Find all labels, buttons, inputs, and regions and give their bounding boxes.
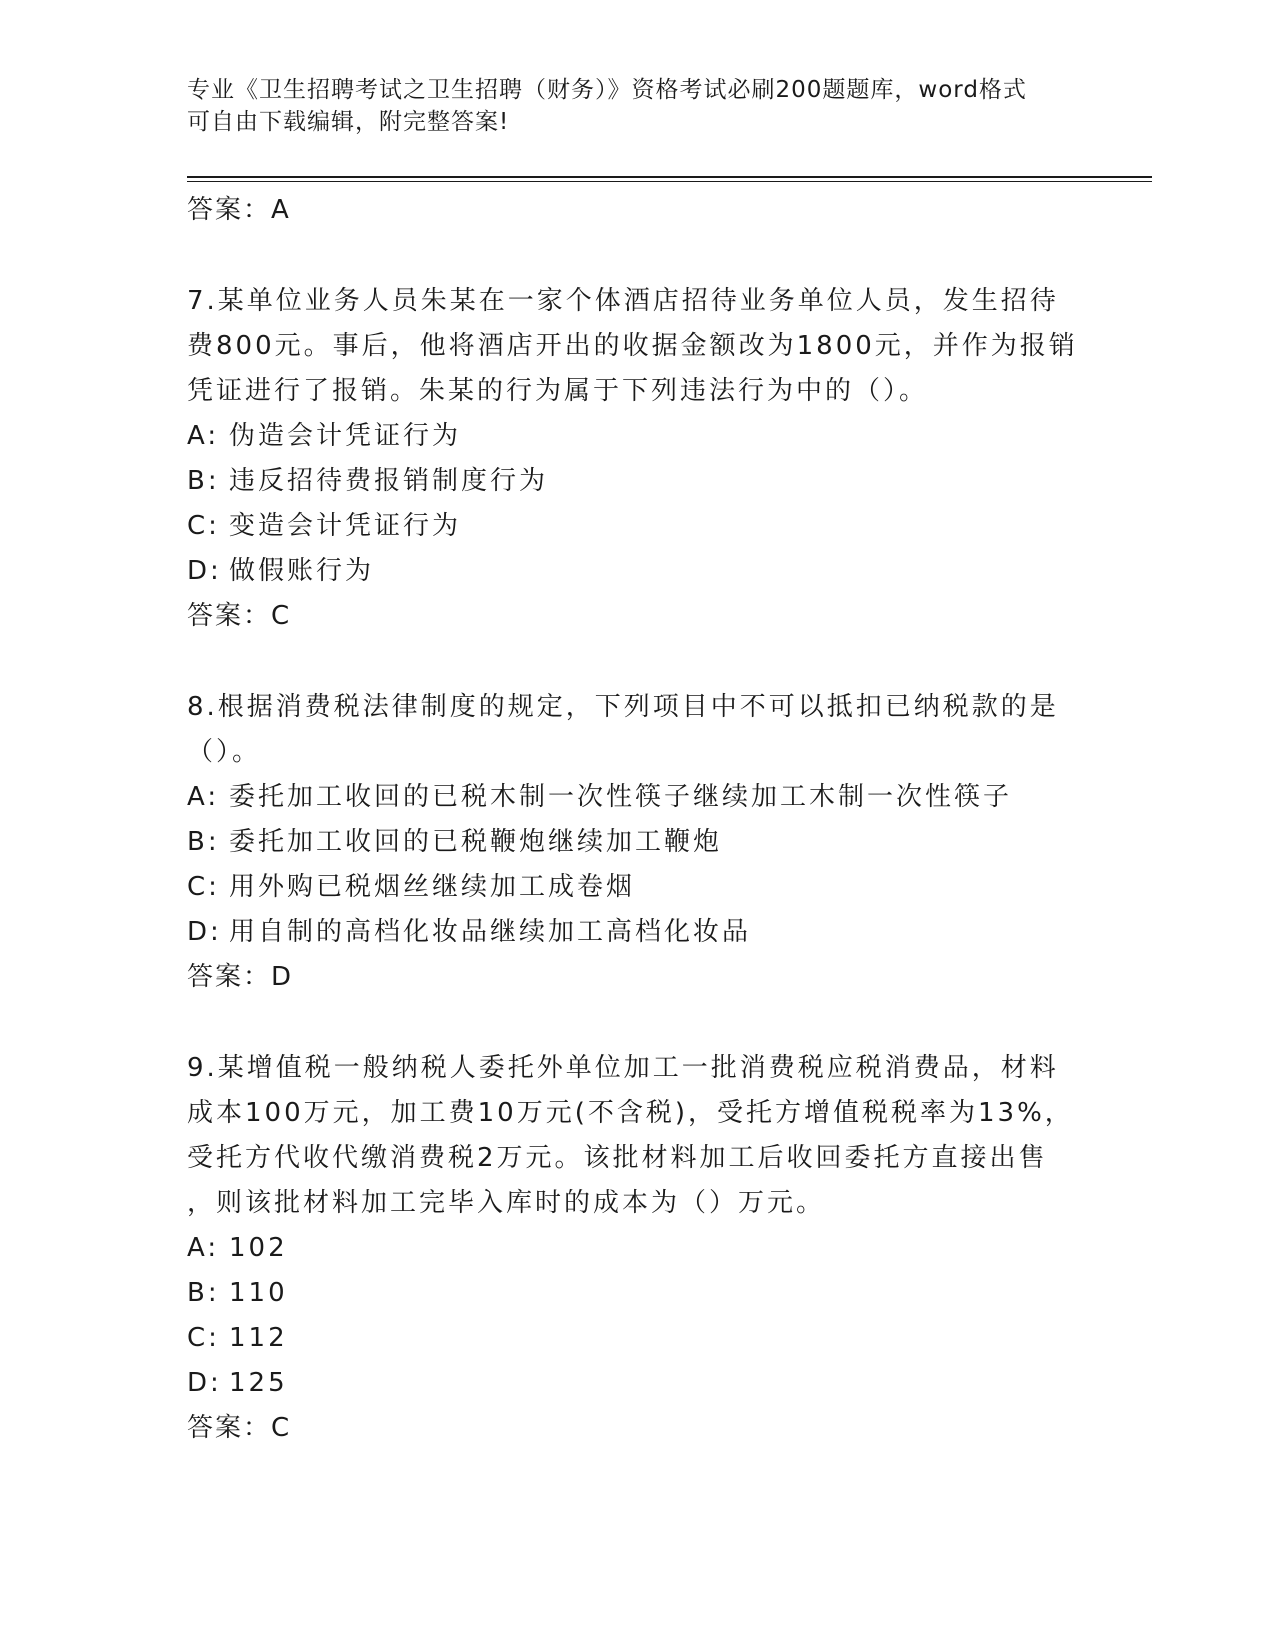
question-text-line: 成本100万元，加工费10万元(不含税)，受托方增值税税率为13%， (187, 1098, 1074, 1128)
option-text: 委托加工收回的已税鞭炮继续加工鞭炮 (229, 827, 723, 857)
question-8 (187, 685, 1087, 1000)
option-label: B: (187, 1278, 220, 1308)
question-9 (187, 1046, 1087, 1451)
option-label: D: (187, 1368, 222, 1398)
header-rule-thick (187, 176, 1152, 178)
option-label: C: (187, 1323, 220, 1353)
option-label: A: (187, 782, 220, 812)
answer-key: 答案：D (187, 962, 294, 992)
spacer (187, 1000, 1087, 1046)
option-d (187, 910, 1087, 955)
option-text: 委托加工收回的已税木制一次性筷子继续加工木制一次性筷子 (229, 782, 1013, 812)
option-text: 102 (229, 1233, 288, 1263)
option-text: 用自制的高档化妆品继续加工高档化妆品 (229, 917, 752, 947)
option-label: A: (187, 421, 220, 451)
option-a (187, 414, 1087, 459)
option-label: B: (187, 466, 220, 496)
option-a (187, 1226, 1087, 1271)
option-text: 变造会计凭证行为 (229, 511, 462, 541)
question-text-line: 8.根据消费税法律制度的规定，下列项目中不可以抵扣已纳税款的是 (187, 692, 1059, 722)
spacer (187, 233, 1087, 279)
header-rule-thin (187, 181, 1152, 182)
option-text: 违反招待费报销制度行为 (229, 466, 549, 496)
option-label: B: (187, 827, 220, 857)
question-text-line: 9.某增值税一般纳税人委托外单位加工一批消费税应税消费品，材料 (187, 1053, 1059, 1083)
option-text: 伪造会计凭证行为 (229, 421, 462, 451)
option-d (187, 1361, 1087, 1406)
header-title-line-2: 可自由下载编辑，附完整答案! (187, 109, 510, 135)
option-b (187, 459, 1087, 504)
option-c (187, 865, 1087, 910)
document-header (187, 74, 1087, 138)
question-text-line: 费800元。事后，他将酒店开出的收据金额改为1800元，并作为报销 (187, 331, 1078, 361)
option-label: D: (187, 556, 222, 586)
option-label: C: (187, 511, 220, 541)
question-text-line: 7.某单位业务人员朱某在一家个体酒店招待业务单位人员，发生招待 (187, 286, 1059, 316)
option-label: A: (187, 1233, 220, 1263)
option-text: 做假账行为 (229, 556, 375, 586)
header-title-line-1: 专业《卫生招聘考试之卫生招聘（财务）》资格考试必刷200题题库，word格式 (187, 77, 1027, 103)
option-text: 125 (229, 1368, 288, 1398)
question-text-line: （）。 (187, 737, 262, 767)
answer-key: 答案：C (187, 601, 292, 631)
option-text: 用外购已税烟丝继续加工成卷烟 (229, 872, 636, 902)
question-text-line: 凭证进行了报销。朱某的行为属于下列违法行为中的（）。 (187, 376, 929, 406)
option-a (187, 775, 1087, 820)
question-text-line: 受托方代收代缴消费税2万元。该批材料加工后收回委托方直接出售 (187, 1143, 1048, 1173)
option-label: C: (187, 872, 220, 902)
option-text: 112 (229, 1323, 288, 1353)
option-label: D: (187, 917, 222, 947)
question-text-line: ，则该批材料加工完毕入库时的成本为（）万元。 (187, 1188, 826, 1218)
option-b (187, 820, 1087, 865)
option-c (187, 504, 1087, 549)
spacer (187, 639, 1087, 685)
answer-key: 答案：C (187, 1413, 292, 1443)
option-b (187, 1271, 1087, 1316)
option-c (187, 1316, 1087, 1361)
previous-answer: 答案：A (187, 195, 291, 225)
question-7 (187, 279, 1087, 639)
question-list (187, 188, 1087, 1451)
option-d (187, 549, 1087, 594)
option-text: 110 (229, 1278, 288, 1308)
